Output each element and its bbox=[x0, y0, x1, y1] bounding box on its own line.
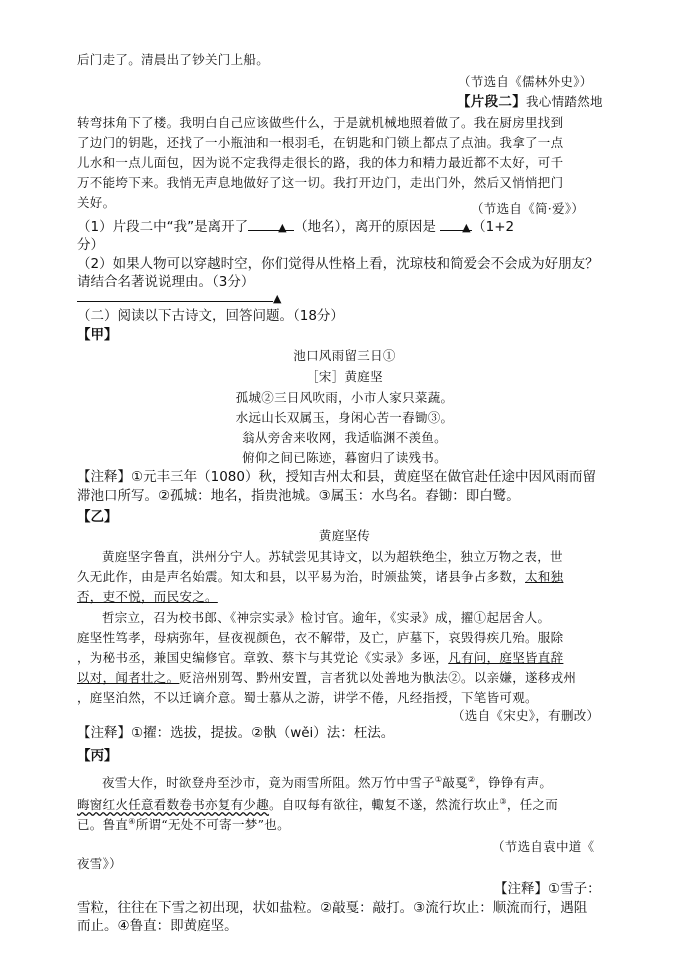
note-ref: ③ bbox=[499, 797, 507, 806]
note-ref: ① bbox=[473, 610, 487, 625]
bing-line2 bbox=[77, 793, 558, 814]
bing-text: 所谓“无处不可寄一梦”也。 bbox=[135, 817, 290, 833]
seg2-line: 万不能垮下来。我悄无声息地做好了这一切。我打开边门，走出门外，然后又悄悄把门 bbox=[77, 175, 564, 190]
poem-line-3: 翁从旁舍来收网，我适临渊不羡鱼。 bbox=[242, 430, 447, 445]
note-jia-line2: 滞池口所写。②孤城：地名，指贵池城。③属玉：水鸟名。舂锄：即白鹭。 bbox=[77, 488, 520, 504]
yi-p1-line3: 否，吏不悦，而民安之。 bbox=[77, 589, 218, 604]
yi-text: 哲宗立，召为校书郎、《神宗实录》检讨官。逾年，《实录》成，擢 bbox=[102, 610, 474, 625]
note-ref: ② bbox=[467, 775, 476, 784]
yi-underlined-text: 凡有问，庭坚皆直辞 bbox=[448, 650, 564, 665]
poem-text: 水远山长双属玉，身闲心苦一舂锄 bbox=[235, 410, 428, 425]
bing-line3 bbox=[77, 813, 290, 834]
note-ref: ④ bbox=[128, 817, 136, 826]
note-ref: ① bbox=[382, 348, 396, 363]
note-ref: ② bbox=[448, 670, 462, 685]
yi-text: 久无此作，由是声名始震。知太和县，以平易为治，时颁盐筴，诸县争占多数， bbox=[77, 569, 526, 584]
yi-note: 【注释】①擢：选拔，提拔。②骫（wěi）法：枉法。 bbox=[77, 725, 395, 741]
section-bing-label: 【丙】 bbox=[77, 748, 118, 764]
yi-source: （选自《宋史》，有删改） bbox=[452, 708, 600, 723]
section-jia-label: 【甲】 bbox=[77, 327, 118, 343]
answer-blank-q2[interactable] bbox=[77, 289, 273, 302]
seg1-source: （节选自《儒林外史》） bbox=[458, 74, 593, 89]
seg2-line: 转弯抹角下了楼。我明白自己应该做些什么，于是就机械地照着做了。我在厨房里找到 bbox=[77, 115, 564, 130]
yi-text: 。以亲嫌，遂移戎州 bbox=[461, 670, 577, 685]
yi-text: 贬涪州别驾、黔州安置，言者犹以处善地为骫法 bbox=[179, 670, 449, 685]
bing-source-line2: 夜雪》） bbox=[77, 856, 122, 871]
section-yi-label: 【乙】 bbox=[77, 509, 118, 525]
yi-p1-line1: 黄庭坚字鲁直，洪州分宁人。苏轼尝见其诗文，以为超轶绝尘，独立万物之表，世 bbox=[102, 549, 563, 564]
poem-title-text: 池口风雨留三日 bbox=[293, 348, 383, 363]
q2-answer-row bbox=[77, 289, 281, 308]
part2-heading: （二）阅读以下古诗文，回答问题。（18分） bbox=[77, 308, 344, 324]
poem-author: ［宋］黄庭坚 bbox=[306, 369, 383, 384]
yi-text: ，为秘书丞，兼国史编修官。章敦、蔡卞与其党论《实录》多诬， bbox=[77, 650, 449, 665]
blank-marker-icon: ▲ bbox=[462, 221, 471, 234]
bing-note-line2: 雪粒，往往在下雪之初出现，状如盐粒。②敲戛：敲打。③流行坎止：顺流而行，遇阻 bbox=[77, 900, 588, 916]
yi-underlined-text: 以对，闻者壮之。 bbox=[77, 670, 180, 685]
bing-text: 夜雪大作，时欲登舟至沙市，竟为雨雪所阻。然万竹中雪子 bbox=[102, 775, 435, 791]
yi-p1-line2 bbox=[77, 568, 563, 586]
bing-note-line1: 【注释】①雪子： bbox=[494, 881, 601, 897]
poem-line-1 bbox=[0, 389, 689, 407]
q1-text-c: （1+2 bbox=[472, 219, 515, 235]
seg2-line: 关好。 bbox=[77, 195, 116, 210]
yi-text: 起居舍人。 bbox=[486, 610, 551, 625]
yi-p2-line2: 庭坚性笃孝，母病弥年，昼夜视颜色，衣不解带，及亡，庐墓下，哀毁得疾几殆。服除 bbox=[77, 630, 564, 645]
poem-line-4: 俯仰之间已陈迹，暮窗归了读残书。 bbox=[242, 450, 447, 465]
note-ref: ① bbox=[434, 775, 443, 784]
poem-text: 孤城 bbox=[235, 390, 262, 405]
yi-underlined-text: 太和独 bbox=[525, 569, 564, 584]
bing-note-line3: 而止。④鲁直：即黄庭坚。 bbox=[77, 918, 238, 934]
yi-p2-line5: ，庭坚泊然，不以迁谪介意。蜀士慕从之游，讲学不倦，凡经指授，下笔皆可观。 bbox=[77, 690, 538, 705]
yi-p2-line1 bbox=[102, 609, 550, 627]
note-ref: ③ bbox=[427, 410, 441, 425]
blank-marker-icon: ▲ bbox=[273, 292, 282, 305]
bing-text: 。自叹每有欲往，輙复不遂，然流行坎止 bbox=[269, 797, 500, 813]
bing-text: ，铮铮有声。 bbox=[475, 775, 553, 791]
note-ref: ② bbox=[261, 390, 275, 405]
poem-line-2 bbox=[0, 409, 689, 427]
yi-p2-line3 bbox=[77, 649, 563, 667]
bing-text: 已。鲁直 bbox=[77, 817, 129, 833]
question-2-line2: 请结合名著说说理由。（3分） bbox=[77, 274, 255, 290]
bing-text: 敲戛 bbox=[442, 775, 468, 791]
bing-text: ，任之而 bbox=[506, 797, 559, 813]
q1-text-b: （地名），离开的原因是 bbox=[294, 219, 436, 235]
seg2-line: 了边门的钥匙，还找了一小瓶油和一根羽毛，在钥匙和门锁上都点了点油。我拿了一点 bbox=[77, 135, 564, 150]
seg2-source: （节选自《简·爱》） bbox=[471, 201, 585, 216]
seg1-line: 后门走了。清晨出了钞关门上船。 bbox=[77, 52, 270, 67]
bing-wavy-underlined-text: 晦窗红火任意看数卷书亦复有少趣 bbox=[77, 797, 270, 813]
seg2-first-line bbox=[457, 93, 603, 111]
q1-points-wrap: 分） bbox=[77, 237, 104, 253]
question-2-line1: （2）如果人物可以穿越时空，你们觉得从性格上看，沈琼枝和简爱会不会成为好朋友？ bbox=[77, 256, 599, 272]
bing-line1 bbox=[102, 771, 552, 792]
answer-blank-reason[interactable] bbox=[440, 218, 472, 234]
question-1 bbox=[77, 218, 514, 236]
seg2-line: 儿水和一点儿面包，因为说不定我得走很长的路，我的体力和精力最近都不太好，可千 bbox=[77, 155, 564, 170]
blank-marker-icon: ▲ bbox=[278, 221, 287, 234]
note-jia-line1: 【注释】①元丰三年（1080）秋，授知吉州太和县，黄庭坚在做官赴任途中因风雨而留 bbox=[77, 469, 596, 485]
bing-source-line1: （节选自袁中道《 bbox=[492, 839, 595, 854]
answer-blank-place[interactable] bbox=[248, 218, 294, 234]
seg2-line0: 我心情踏然地 bbox=[526, 94, 603, 109]
poem-text: 三日风吹雨，小市人家只菜蔬。 bbox=[274, 390, 454, 405]
seg2-label: 【片段二】 bbox=[457, 94, 526, 110]
yi-p2-line4 bbox=[77, 669, 576, 687]
yi-title: 黄庭坚传 bbox=[318, 528, 371, 543]
poem-title bbox=[0, 347, 689, 365]
poem-text: 。 bbox=[440, 410, 454, 425]
q1-text-a: （1）片段二中“我”是离开了 bbox=[77, 219, 249, 235]
